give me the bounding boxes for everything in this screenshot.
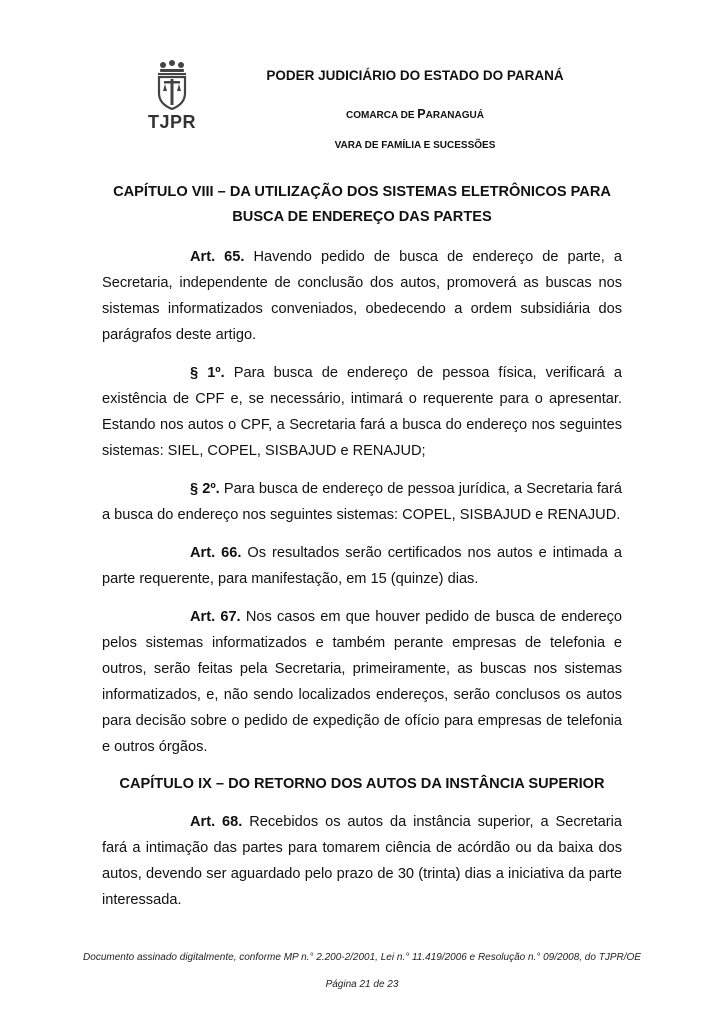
article-text: Os resultados serão certificados nos autos e intimada a parte requerente, para manifestação, em 15 (quinze) dias. [102,545,622,587]
article-text: Havendo pedido de busca de endereço de parte, a Secretaria, independente de conclusão dos autos, promoverá as buscas nos sistemas informatizados conveniados, obedecendo a ordem subsidiária dos parágrafos deste artigo. [102,249,622,343]
comarca-rest: ARANAGUÁ [425,110,484,121]
page-number: Página 21 de 23 [325,979,399,990]
comarca-line [230,107,600,121]
paragraph-1 [102,360,622,464]
chapter-8-line-2: BUSCA DE ENDEREÇO DAS PARTES [232,209,492,225]
paragraph-label: § 1º. [190,365,225,381]
signature-note: Documento assinado digitalmente, conforme MP n.° 2.200-2/2001, Lei n.° 11.419/2006 e Resolução n.° 09/2008, do TJPR/OE [83,952,641,963]
comarca-initial: P [417,107,426,121]
article-65 [102,244,622,348]
article-label: Art. 65. [190,249,245,265]
chapter-8-line-1: CAPÍTULO VIII – DA UTILIZAÇÃO DOS SISTEMAS ELETRÔNICOS PARA [113,184,611,200]
article-68 [102,809,622,913]
paragraph-text: Para busca de endereço de pessoa física, verificará a existência de CPF e, se necessário, intimará o requerente para o apresentar. Estando nos autos o CPF, a Secretaria fará a busca do endereço nos seguintes sistemas: SIEL, COPEL, SISBAJUD e RENAJUD; [102,365,622,459]
court-title: PODER JUDICIÁRIO DO ESTADO DO PARANÁ [266,68,564,83]
article-label: Art. 67. [190,609,241,625]
vara-line: VARA DE FAMÍLIA E SUCESSÕES [334,140,496,151]
article-66 [102,540,622,592]
paragraph-text: Para busca de endereço de pessoa jurídica, a Secretaria fará a busca do endereço nos seguintes sistemas: COPEL, SISBAJUD e RENAJUD. [102,481,622,523]
logo-text: TJPR [147,112,196,132]
article-text: Nos casos em que houver pedido de busca de endereço pelos sistemas informatizados e também perante empresas de telefonia e outros, serão feitas pela Secretaria, primeiramente, as buscas nos sistemas informatizados, e, não sendo localizados endereços, serão conclusos os autos para decisão sobre o pedido de expedição de ofício para empresas de telefonia e outros órgãos. [102,609,622,755]
article-label: Art. 68. [190,814,243,830]
tjpr-emblem-icon [154,60,190,110]
paragraph-2 [102,476,622,528]
chapter-9-title: CAPÍTULO IX – DO RETORNO DOS AUTOS DA INSTÂNCIA SUPERIOR [119,776,605,792]
paragraph-label: § 2º. [190,481,220,497]
chapter-8-title [102,180,622,230]
article-label: Art. 66. [190,545,242,561]
comarca-prefix: COMARCA DE [346,110,418,121]
article-text: Recebidos os autos da instância superior, a Secretaria fará a intimação das partes para tomarem ciência de acórdão ou da baixa dos autos, devendo ser aguardado pelo prazo de 30 (trinta) dias a iniciativa da parte interessada. [102,814,622,908]
document-body [102,180,622,913]
article-67 [102,604,622,760]
tjpr-logo [137,60,207,138]
